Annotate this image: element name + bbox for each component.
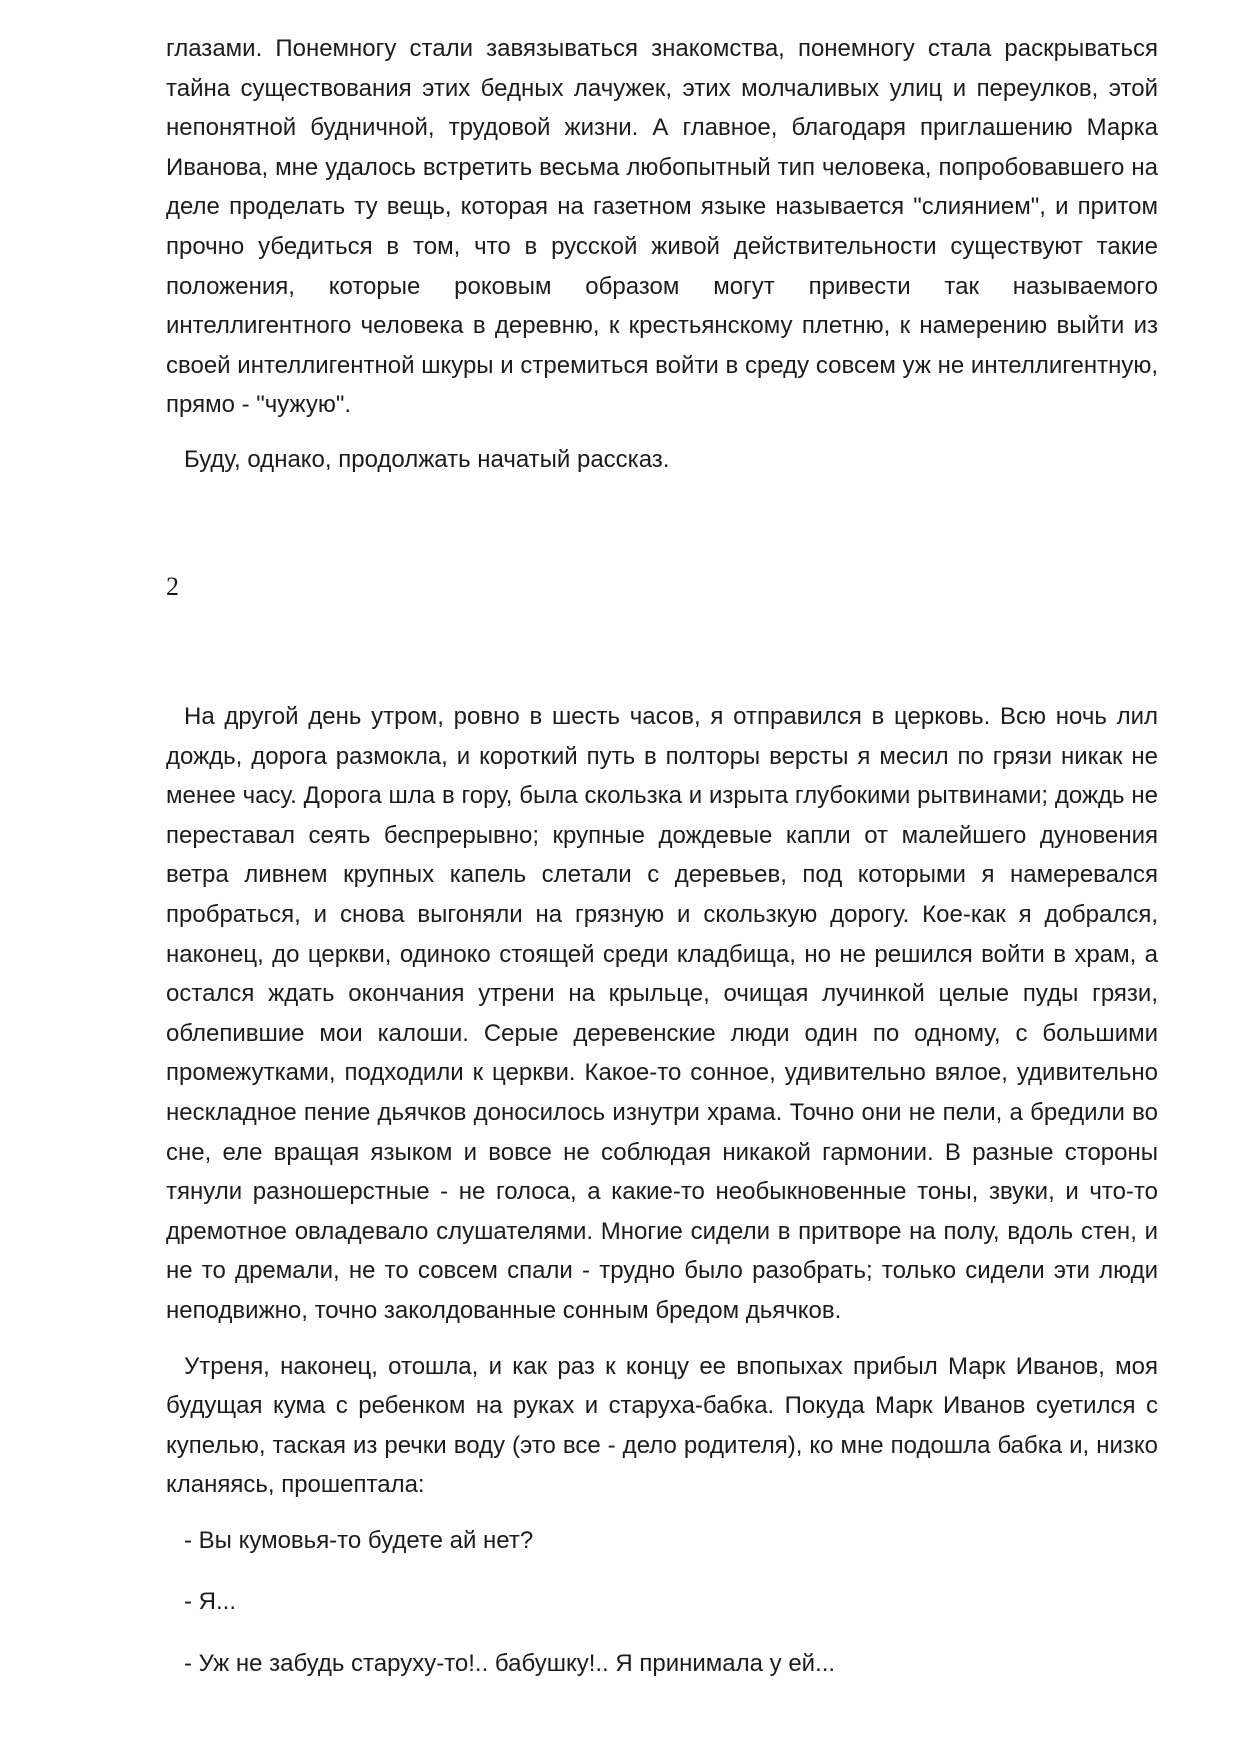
chapter-body <box>166 697 1158 1706</box>
dialogue-line: - Вы кумовья-то будете ай нет? <box>184 1526 534 1554</box>
document-page <box>166 29 1158 480</box>
chapter-number: 2 <box>166 572 179 601</box>
paragraph-transition: Буду, однако, продолжать начатый рассказ. <box>184 445 670 473</box>
paragraph-church-morning: На другой день утром, ровно в шесть часов, я отправился в церковь. Всю ночь лил дождь, дорога размокла, и короткий путь в полторы версты я месил по грязи никак не менее часу. Дорога шла в гору, была скользка и изрыта глубокими рытвинами; дождь не переставал сеять беспрерывно; крупные дождевые капли от малейшего дуновения ветра ливнем крупных капель слетали с деревьев, под которыми я намеревался пробраться, и снова выгоняли на грязную и скользкую дорогу. Кое-как я добрался, наконец, до церкви, одиноко стоящей среди кладбища, но не решился войти в храм, а остался ждать окончания утрени на крыльце, очищая лучинкой целые пуды грязи, облепившие мои калоши. Серые деревенские люди один по одному, с большими промежутками, подходили к церкви. Какое-то сонное, удивительно вялое, удивительно нескладное пение дьячков доносилось изнутри храма. Точно они не пели, а бредили во сне, еле вращая языком и вовсе не соблюдая никакой гармонии. В разные стороны тянули разношерстные - не голоса, а какие-то необыкновенные тоны, звуки, и что-то дремотное овладевало слушателями. Многие сидели в притворе на полу, вдоль стен, и не то дремали, не то совсем спали - трудно было разобрать; только сидели эти люди неподвижно, точно заколдованные сонным бредом дьячков. <box>166 703 1158 1324</box>
dialogue-line: - Я... <box>184 1588 236 1616</box>
dialogue-line: - Уж не забудь старуху-то!.. бабушку!.. Я принимала у ей... <box>184 1650 836 1678</box>
paragraph-continuation: глазами. Понемногу стали завязываться знакомства, понемногу стала раскрываться тайна существования этих бедных лачужек, этих молчаливых улиц и переулков, этой непонятной будничной, трудовой жизни. А главное, благодаря приглашению Марка Иванова, мне удалось встретить весьма любопытный тип человека, попробовавшего на деле проделать ту вещь, которая на газетном языке называется "слиянием", и притом прочно убедиться в том, что в русской живой действительности существуют такие положения, которые роковым образом могут привести так называемого интеллигентного человека в деревню, к крестьянскому плетню, к намерению выйти из своей интеллигентной шкуры и стремиться войти в среду совсем уж не интеллигентную, прямо - "чужую". <box>166 35 1158 419</box>
paragraph-matins-ended: Утреня, наконец, отошла, и как раз к концу ее впопыхах прибыл Марк Иванов, моя будущая кума с ребенком на руках и старуха-бабка. Покуда Марк Иванов суетился с купелью, таская из речки воду (это все - дело родителя), ко мне подошла бабка и, низко кланяясь, прошептала: <box>166 1352 1158 1499</box>
